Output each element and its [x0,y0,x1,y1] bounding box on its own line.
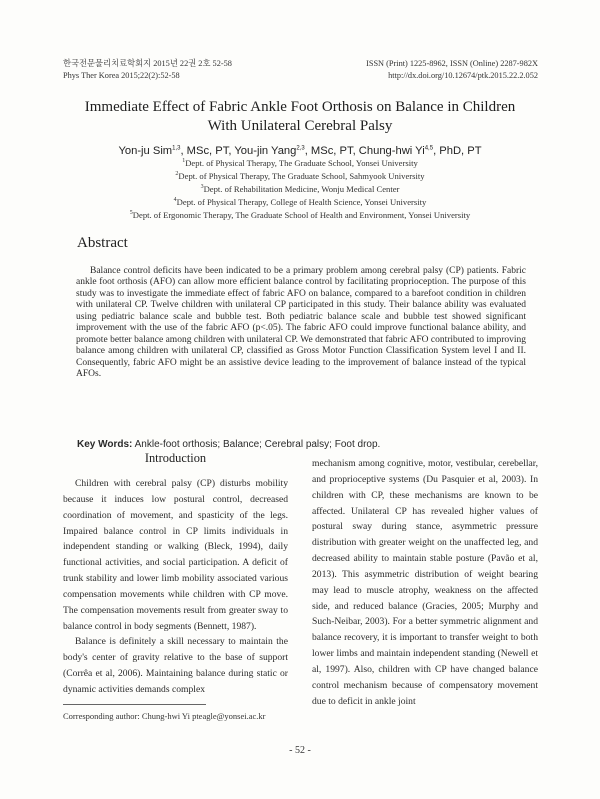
affiliation-sup: 1 [182,158,186,165]
issn: ISSN (Print) 1225-8962, ISSN (Online) 2287-982X [366,59,538,68]
author-name: Chung-hwi Yi [358,145,425,157]
affiliation-sup: 3 [200,184,204,191]
author-name: Yon-ju Sim [118,145,173,157]
affiliation-text: Dept. of Rehabilitation Medicine, Wonju Medical Center [203,184,400,194]
author-degree: , MSc, PT, [304,145,359,157]
title-line-2: With Unilateral Cerebral Palsy [207,118,393,134]
affiliation [40,197,560,208]
keywords-label: Key Words: [77,439,133,450]
paper-title [40,98,560,136]
left-column [63,476,288,698]
footnote-divider [63,704,206,705]
affiliation-sup: 5 [129,210,133,217]
affiliation [40,184,560,195]
title-line-1: Immediate Effect of Fabric Ankle Foot Orthosis on Balance in Children [84,99,516,115]
doi-link[interactable]: http://dx.doi.org/10.12674/ptk.2015.22.2.052 [388,71,538,80]
abstract-heading: Abstract [77,235,128,251]
abstract-paragraph: Balance control deficits have been indicated to be a primary problem among cerebral palsy (CP) patients. Fabric ankle foot orthosis (AFO) can allow more efficient balance control by facilitating proprioception. The purpose of this study was to investigate the immediate effect of fabric AFO on balance, compared to a barefoot condition in children with unilateral CP. Twelve children with unilateral CP participated in this study. Their balance ability was evaluated using pediatric balance scale and bubble test. Both pediatric balance scale and bubble test showed significant improvement with the use of the fabric AFO (p<.05). The fabric AFO could improve functional balance ability, and promote better balance among children with unilateral CP. We demonstrated that fabric AFO contributed to improving balance among children with unilateral CP, classified as Gross Motor Function Classification System level I and II. Consequently, fabric AFO might be an assistive device leading to the improvement of balance instead of the typical AFOs. [76,266,526,380]
author-sup: 4,5 [424,145,434,152]
introduction-heading: Introduction [144,451,207,465]
author-name: You-jin Yang [234,145,297,157]
author-sup: 2,3 [296,145,305,152]
affiliation [40,158,560,169]
affiliation-sup: 4 [173,197,177,204]
journal-english: Phys Ther Korea 2015;22(2):52-58 [63,71,180,80]
author-degree: , PhD, PT [433,145,482,157]
intro-paragraph-2: Balance is definitely a skill necessary to maintain the body's center of gravity relative to the base of support (Corrêa et al, 2006). Maintaining balance during static or dynamic activities demands complex [63,636,288,695]
affiliation-text: Dept. of Physical Therapy, The Graduate School, Sahmyook University [178,171,425,181]
journal-korean: 한국전문물리치료학회지 2015년 22권 2호 52-58 [63,59,232,68]
abstract-body [76,266,526,381]
affiliation [40,210,560,221]
intro-paragraph-1: Children with cerebral palsy (CP) disturbs mobility because it induces low postural control, decreased coordination of movement, and spasticity of the legs. Impaired balance control in CP limits individuals in independent standing or walking (Bleck, 1994), daily functional activities, and social participation. A deficit of trunk stability and lower limb mobility associated various compensation movements while children with CP move. The compensation movements result from greater sway to balance control in body segments (Bennett, 1987). [63,478,288,632]
author-list [40,145,560,157]
affiliation-text: Dept. of Physical Therapy, College of Health Science, Yonsei University [176,197,427,207]
author-sup: 1,3 [172,145,181,152]
corresponding-author-footnote: Corresponding author: Chung-hwi Yi pteagle@yonsei.ac.kr [63,711,266,721]
author-degree: , MSc, PT, [180,145,235,157]
keywords-text: Ankle-foot orthosis; Balance; Cerebral palsy; Foot drop. [132,439,381,450]
affiliation-text: Dept. of Ergonomic Therapy, The Graduate School of Health and Environment, Yonsei University [132,210,471,220]
affiliation-text: Dept. of Physical Therapy, The Graduate School, Yonsei University [185,158,418,168]
page-number: - 52 - [289,745,311,756]
affiliation [40,171,560,182]
affiliation-sup: 2 [175,171,179,178]
right-column-paragraph: mechanism among cognitive, motor, vestibular, cerebellar, and proprioceptive systems (Du Pasquier et al, 2003). In children with CP, these mechanisms are known to be affected. Unilateral CP has revealed higher values of postural sway during stance, asymmetric pressure distribution with greater weight on the unaffected leg, and decreased ability to maintain stable posture (Pavão et al, 2013). This asymmetric distribution of weight bearing may lead to muscle atrophy, weakness on the affected side, and reduced balance (Gracies, 2005; Murphy and Such-Neibar, 2003). For a better symmetric alignment and balance recovery, it is important to transfer weight to both lower limbs and maintain independent standing (Newell et al, 1997). Also, children with CP have changed balance control mechanism because of compensatory movement due to deficit in ankle joint [312,458,538,707]
right-column [312,456,538,710]
keywords [77,439,380,450]
